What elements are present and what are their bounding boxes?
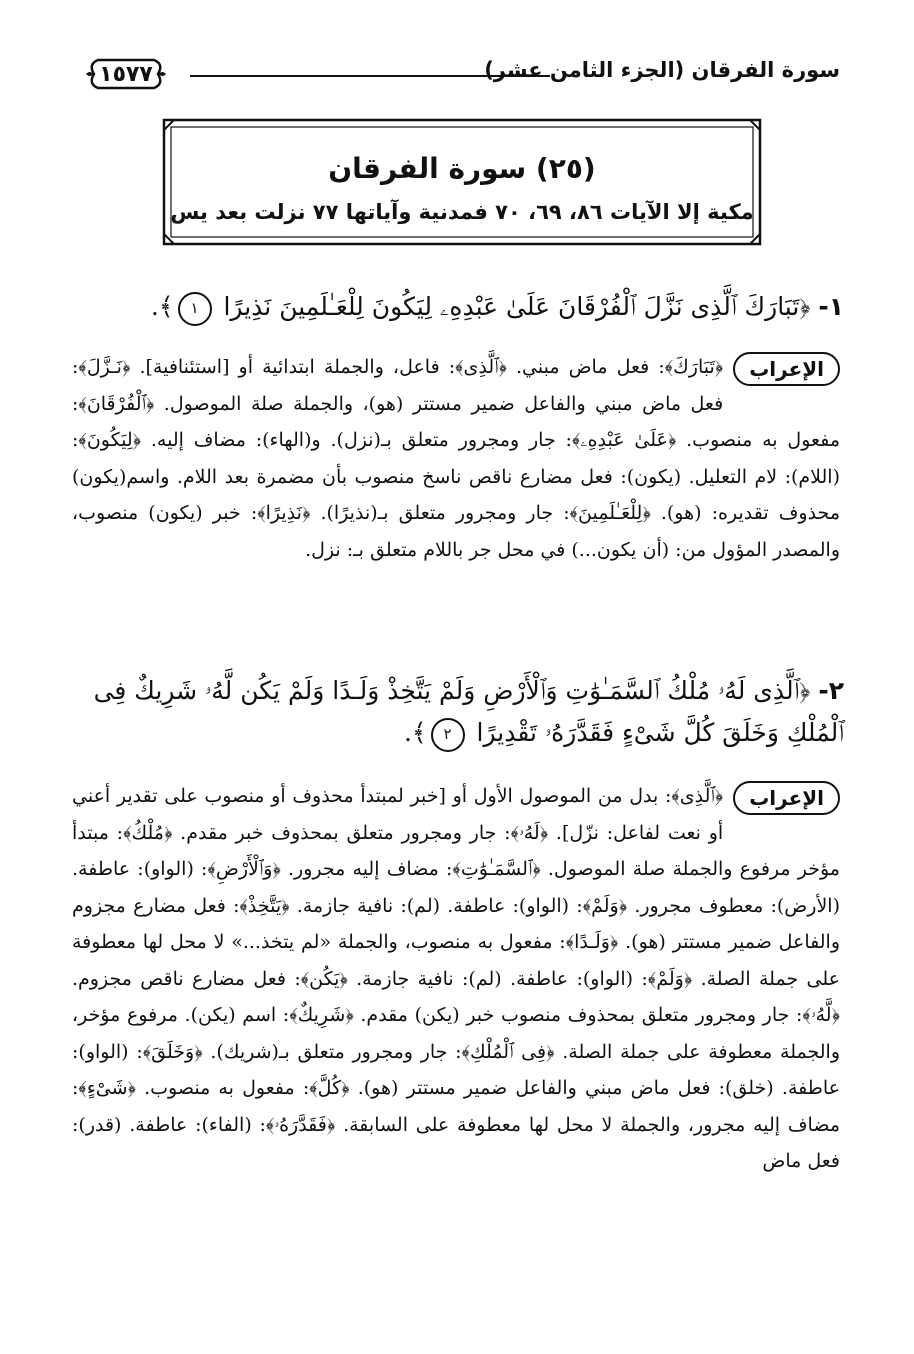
irab-text: ﴿ٱلَّذِى﴾: بدل من الموصول الأول أو [خبر لمبتدأ محذوف أو منصوب على تقدير أعني أو نعت لفاعل: نزّل]. ﴿لَهُۥ﴾: جار ومجرور متعلق بمحذوف خبر مقدم. ﴿مُلْكُ﴾: مبتدأ مؤخر مرفوع والجملة صلة الموصول. ﴿ٱلسَّمَـٰوَٰتِ﴾: مضاف إليه مجرور. ﴿وَٱلْأَرْضِ﴾: (الواو): عاطفة. (الأرض): معطوف مجرور. ﴿وَلَمْ﴾: (الواو): عاطفة. (لم): نافية جازمة. ﴿يَتَّخِذْ﴾: فعل مضارع مجزوم والفاعل ضمير مستتر (هو). ﴿وَلَـدًا﴾: مفعول به منصوب، والجملة «لم يتخذ...» لا محل لها معطوفة على جملة الصلة. ﴿وَلَمْ﴾: (الواو): عاطفة. (لم): نافية جازمة. ﴿يَكُن﴾: فعل مضارع ناقص مجزوم. ﴿لَّهُۥ﴾: جار ومجرور متعلق بمحذوف منصوب خبر (يكن) مقدم. ﴿شَرِيكٌ﴾: اسم (يكن). مرفوع مؤخر، والجملة معطوفة على جملة الصلة. ﴿فِى ٱلْمُلْكِ﴾: جار ومجرور متعلق بـ(شريك). ﴿وَخَلَقَ﴾: (الواو): عاطفة. (خلق): فعل ماض مبني والفاعل ضمير مستتر (هو). ﴿كُلَّ﴾: مفعول به منصوب. ﴿شَىْءٍ﴾: مضاف إليه مجرور، والجملة لا محل لها معطوفة على السابقة. ﴿فَقَدَّرَهُۥ﴾: (الفاء): عاطفة. (قدر): فعل ماض bbox=[72, 785, 840, 1172]
verse-close-bracket: ﴾. bbox=[150, 292, 174, 321]
verse-number: ٢- bbox=[818, 676, 844, 705]
verse-1 bbox=[70, 286, 844, 328]
irab-label: الإعراب bbox=[733, 352, 840, 386]
irab-text: ﴿تَبَارَكَ﴾: فعل ماض مبني. ﴿ٱلَّذِى﴾: فاعل، والجملة ابتدائية أو [استئنافية]. ﴿نَـزَّلَ﴾: فعل ماض مبني والفاعل ضمير مستتر (هو)، والجملة صلة الموصول. ﴿ٱلْفُرْقَانَ﴾: مفعول به منصوب. ﴿عَلَىٰ عَبْدِهِۦ﴾: جار ومجرور متعلق بـ(نزل). و(الهاء): مضاف إليه. ﴿لِيَكُونَ﴾: (اللام): لام التعليل. (يكون): فعل مضارع ناقص ناسخ منصوب بأن مضمرة بعد اللام. واسم(يكون) محذوف تقديره: (هو). ﴿لِلْعَـٰلَمِينَ﴾: جار ومجرور متعلق بـ(نذيرًا). ﴿نَذِيرًا﴾: خبر (يكون) منصوب، والمصدر المؤول من: (أن يكون...) في محل جر باللام متعلق بـ: نزل. bbox=[72, 356, 840, 561]
irab-label: الإعراب bbox=[733, 781, 840, 815]
verse-number: ١- bbox=[818, 292, 844, 321]
page-number: ١٥٧٧ bbox=[99, 61, 153, 87]
page-number-ornament bbox=[84, 56, 168, 92]
verse-text: ﴿تَبَارَكَ ٱلَّذِى نَزَّلَ ٱلْفُرْقَانَ عَلَىٰ عَبْدِهِۦ لِيَكُونَ لِلْعَـٰلَمِينَ نَذِيرًا bbox=[223, 292, 811, 321]
irab-section-1 bbox=[72, 349, 840, 568]
irab-section-2 bbox=[72, 778, 840, 1180]
surah-title: (٢٥) سورة الفرقان bbox=[328, 152, 596, 185]
surah-subtitle: مكية إلا الآيات ٨٦، ٦٩، ٧٠ فمدنية وآياتها ٧٧ نزلت بعد يس bbox=[170, 200, 754, 224]
verse-close-bracket: ﴾. bbox=[403, 718, 427, 747]
running-header bbox=[84, 56, 840, 96]
verse-2 bbox=[70, 670, 844, 754]
verse-end-marker: ١ bbox=[178, 292, 212, 326]
verse-end-marker: ٢ bbox=[431, 718, 465, 752]
verse-text: ﴿ٱلَّذِى لَهُۥ مُلْكُ ٱلسَّمَـٰوَٰتِ وَٱلْأَرْضِ وَلَمْ يَتَّخِذْ وَلَـدًا وَلَمْ يَكُن لَّهُۥ شَرِيكٌ فِى ٱلْمُلْكِ وَخَلَقَ كُلَّ شَىْءٍ فَقَدَّرَهُۥ تَقْدِيرًا bbox=[93, 676, 844, 747]
running-title: سورة الفرقان (الجزء الثامن عشر) bbox=[484, 58, 840, 82]
